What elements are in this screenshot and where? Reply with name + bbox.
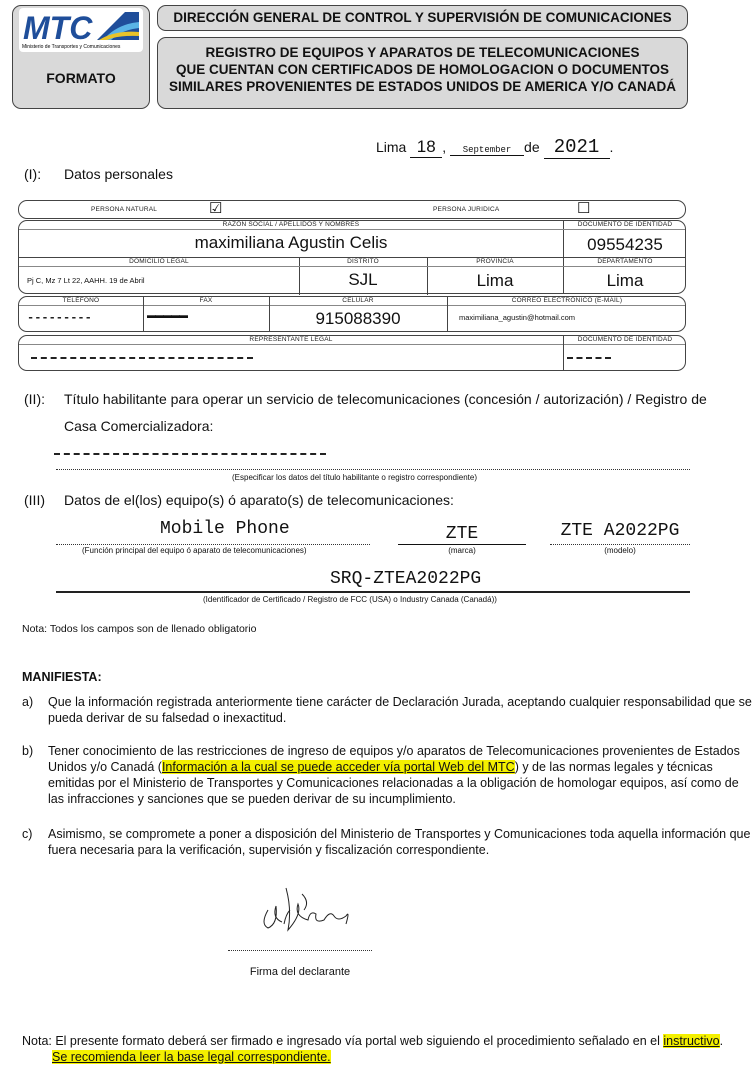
item-b-line2 [48, 759, 713, 775]
section3-number: (III) [24, 492, 45, 508]
domicilio-label: DOMICILIO LEGAL [129, 258, 189, 265]
persona-juridica-label: PERSONA JURIDICA [433, 206, 500, 213]
marca-caption: (marca) [448, 546, 476, 555]
nota-final-line1 [22, 1033, 723, 1049]
direccion-title: DIRECCIÓN GENERAL DE CONTROL Y SUPERVISIÓN DE COMUNICACIONES [173, 10, 672, 25]
rep-doc-label: DOCUMENTO DE IDENTIDAD [577, 336, 673, 343]
item-c-text [48, 826, 751, 858]
razon-social-label: RAZÓN SOCIAL / APELLIDOS Y NOMBRES [222, 221, 360, 228]
section2-value-dashes[interactable] [54, 453, 326, 455]
distrito-label: DISTRITO [347, 258, 379, 265]
persona-juridica-checkbox[interactable]: ☐ [577, 200, 591, 217]
section2-text-line2: Casa Comercializadora: [64, 418, 214, 434]
signature-image [246, 880, 356, 938]
doc-identidad-label: DOCUMENTO DE IDENTIDAD [577, 221, 673, 228]
section2-number: (II): [24, 391, 45, 407]
persona-natural-label: PERSONA NATURAL [91, 206, 158, 213]
registro-title-box [157, 37, 688, 109]
persona-natural-checkbox[interactable]: ☑ [209, 200, 223, 217]
firma-label: Firma del declarante [249, 966, 351, 978]
section1-number: (I): [24, 166, 42, 182]
modelo-value[interactable]: ZTE A2022PG [560, 521, 680, 541]
item-b-line2-post: ) y de las normas legales y técnicas [514, 760, 713, 774]
instructivo-link[interactable]: instructivo [663, 1034, 720, 1048]
item-c-line2: fuera necesaria para la verificación, supervisión y fiscalización correspondiente. [48, 843, 490, 857]
date-city: Lima [376, 139, 407, 155]
formato-label: FORMATO [46, 70, 116, 86]
nota-final-line2 [22, 1049, 723, 1065]
distrito-value[interactable]: SJL [348, 270, 378, 289]
datos-personales-block [18, 220, 686, 294]
provincia-value[interactable]: Lima [476, 271, 514, 290]
contacto-block [18, 296, 686, 332]
base-legal-link[interactable]: Se recomienda leer la base legal correspondiente. [52, 1050, 331, 1064]
nota-final-dot: . [719, 1034, 724, 1048]
representante-dashes [31, 357, 253, 359]
telefono-label: TELÉFONO [62, 297, 100, 304]
item-b-line1: Tener conocimiento de las restricciones de ingreso de equipos y/o aparatos de Telecomunicaciones provenientes de Estados [48, 744, 740, 758]
nota-final [22, 1033, 723, 1065]
item-b-text [48, 743, 740, 807]
date-month[interactable]: September [450, 145, 524, 156]
nota-obligatorio: Nota: Todos los campos son de llenado obligatorio [22, 623, 257, 635]
representante-label: REPRESENTANTE LEGAL [249, 336, 333, 343]
registro-title-line2: QUE CUENTAN CON CERTIFICADOS DE HOMOLOGACION O DOCUMENTOS [175, 62, 669, 77]
domicilio-value[interactable]: Pj C, Mz 7 Lt 22, AAHH. 19 de Abril [27, 276, 145, 285]
persona-row [18, 200, 686, 219]
date-year[interactable]: 2021 [544, 136, 610, 159]
doc-identidad-value[interactable]: 09554235 [587, 235, 663, 254]
mtc-logo [19, 8, 143, 52]
item-b-letter: b) [22, 744, 34, 758]
provincia-label: PROVINCIA [476, 258, 514, 265]
razon-social-value[interactable]: maximiliana Agustin Celis [194, 233, 388, 252]
logo-box [12, 5, 150, 109]
section2-caption: (Especificar los datos del título habilitante o registro correspondiente) [232, 473, 478, 482]
nota-final-text: Nota: El presente formato deberá ser firmado e ingresado vía portal web siguiendo el procedimiento señalado en el [22, 1034, 664, 1048]
direccion-box [157, 5, 688, 31]
registro-title-line3: SIMILARES PROVENIENTES DE ESTADOS UNIDOS DE AMERICA Y/O CANADÁ [168, 79, 677, 94]
logo-text: MTC [23, 10, 93, 46]
item-a-line2: pueda derivar de su falsedad o inexactitud. [48, 711, 287, 725]
certificado-caption: (Identificador de Certificado / Registro de FCC (USA) o Industry Canada (Canadá)) [203, 595, 497, 604]
departamento-label: DEPARTAMENTO [597, 258, 653, 265]
marca-value[interactable]: ZTE [398, 524, 526, 545]
correo-value[interactable]: maximiliana_agustin@hotmail.com [459, 313, 575, 322]
modelo-caption: (modelo) [604, 546, 636, 555]
date-de: de [524, 139, 540, 155]
fax-value[interactable]: ▬▬▬▬▬ [147, 310, 187, 320]
portal-web-link[interactable]: Información a la cual se puede acceder vía portal Web del MTC [161, 760, 515, 774]
logo-subtext: Ministerio de Transportes y Comunicaciones [22, 44, 121, 50]
item-b-line4: las infracciones y sanciones que se pueden derivar de su incumplimiento. [48, 792, 456, 806]
telefono-value[interactable]: --------- [27, 311, 92, 325]
celular-value[interactable]: 915088390 [315, 309, 401, 328]
item-a-letter: a) [22, 695, 34, 709]
item-b-line3: emitidas por el Ministerio de Transportes y Comunicaciones relacionadas a la obligación de homologar equipos, así como de [48, 776, 739, 790]
item-c-letter: c) [22, 827, 33, 841]
item-b-line2-pre: Unidos y/o Canadá ( [48, 760, 162, 774]
item-c-line1: Asimismo, se compromete a poner a disposición del Ministerio de Transportes y Comunicaciones toda aquella información que [48, 827, 751, 841]
rep-doc-dashes [567, 357, 611, 359]
funcion-caption: (Función principal del equipo ó aparato de telecomunicaciones) [82, 546, 307, 555]
certificado-value[interactable]: SRQ-ZTEA2022PG [330, 569, 482, 589]
funcion-value[interactable]: Mobile Phone [160, 519, 290, 539]
date-day[interactable]: 18 [410, 137, 442, 158]
section2-text-line1: Título habilitante para operar un servicio de telecomunicaciones (concesión / autorización) / Registro de [64, 391, 707, 407]
manifiesta-title: MANIFIESTA: [22, 670, 102, 684]
item-a-line1: Que la información registrada anteriormente tiene carácter de Declaración Jurada, aceptando cualquier responsabilidad que se [48, 695, 752, 709]
representante-block [18, 335, 686, 371]
fax-label: FAX [199, 297, 213, 304]
item-a-text [48, 694, 752, 726]
date-line: Lima 18 , September de 2021 . [376, 136, 614, 158]
correo-label: CORREO ELECTRÓNICO (E-MAIL) [511, 297, 623, 304]
departamento-value[interactable]: Lima [606, 271, 644, 290]
logo-swoosh-icon [95, 10, 141, 42]
registro-title-line1: REGISTRO DE EQUIPOS Y APARATOS DE TELECOMUNICACIONES [205, 45, 640, 60]
section3-title: Datos de el(los) equipo(s) ó aparato(s) de telecomunicaciones: [64, 492, 454, 508]
section1-title: Datos personales [64, 166, 173, 182]
celular-label: CELULAR [342, 297, 374, 304]
